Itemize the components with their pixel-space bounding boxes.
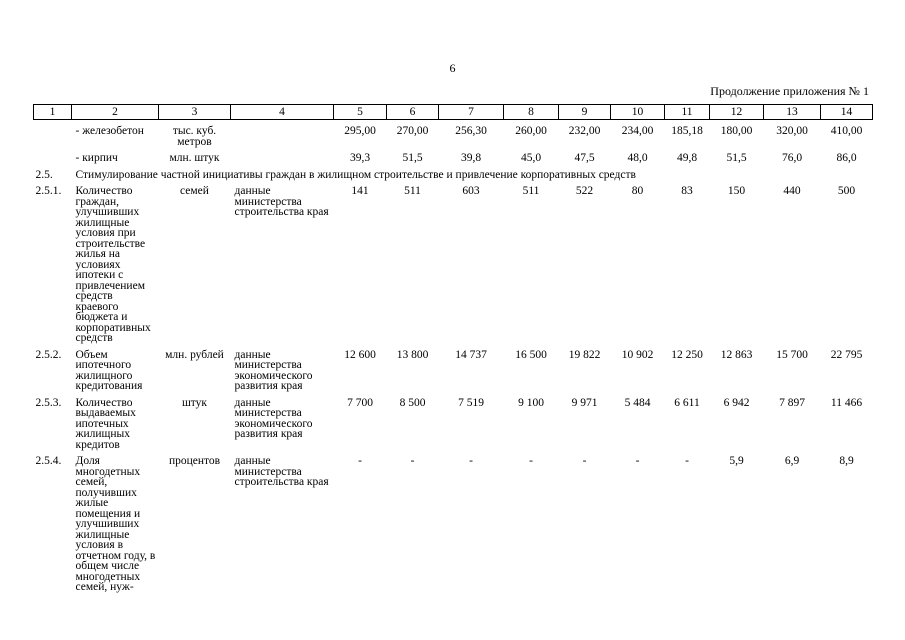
row-name: Количество выдаваемых ипотечных жилищных кредитов — [75, 396, 136, 451]
column-number-4: 4 — [231, 105, 334, 120]
row-value: 47,5 — [574, 152, 595, 164]
row-code: 2.5.2. — [35, 348, 62, 361]
section-row — [34, 170, 873, 181]
row-value: 150 — [727, 185, 746, 197]
row-value: 76,0 — [781, 152, 803, 164]
row-code — [34, 126, 72, 147]
section-code: 2.5. — [35, 168, 53, 181]
row-value: - — [358, 455, 362, 467]
column-number-9: 9 — [559, 105, 611, 120]
row-value: 83 — [681, 185, 693, 197]
row-value: 9 971 — [571, 396, 598, 409]
row-value: 8,9 — [839, 455, 854, 467]
row-value: 232,00 — [568, 125, 601, 137]
table-row — [34, 153, 873, 164]
row-value: 86,0 — [836, 152, 857, 164]
row-value: 49,8 — [676, 152, 698, 164]
row-name: Количество граждан, улучшивших жилищные условия при строительстве жилья на условиях ипотеки с привлечением средств краевого бюджета и корпоративных средств — [75, 185, 151, 344]
column-number-7: 7 — [439, 105, 504, 120]
row-value: 256,30 — [455, 125, 487, 137]
row-unit: тыс. куб. метров — [172, 125, 217, 148]
row-unit: млн. рублей — [165, 348, 224, 361]
row-value: 12 250 — [671, 348, 703, 361]
row-unit: штук — [181, 396, 208, 409]
row-value: 410,00 — [830, 125, 863, 137]
row-value: 5 484 — [624, 396, 651, 409]
row-value: - — [410, 455, 415, 467]
column-number-6: 6 — [387, 105, 439, 120]
column-number-14: 14 — [821, 105, 873, 120]
row-value: 51,5 — [726, 152, 747, 164]
row-value: 8 500 — [399, 396, 426, 409]
row-value: 234,00 — [621, 125, 654, 137]
row-value: 185,18 — [671, 125, 703, 137]
row-value: 13 800 — [396, 348, 429, 361]
page-number: 6 — [449, 61, 456, 75]
row-value: 39,3 — [349, 152, 371, 164]
column-number-5: 5 — [334, 105, 387, 120]
row-value: 10 902 — [621, 348, 654, 361]
column-number-10: 10 — [611, 105, 665, 120]
continuation-label: Продолжение приложения № 1 — [710, 84, 869, 98]
row-value: 7 519 — [458, 396, 484, 409]
row-code: 2.5.3. — [35, 396, 62, 409]
row-value: 16 500 — [515, 348, 547, 361]
row-value: 5,9 — [729, 455, 744, 467]
row-value: 6 611 — [674, 396, 700, 409]
row-value: - — [469, 455, 473, 467]
row-value: 603 — [462, 185, 480, 197]
table-row — [34, 398, 873, 451]
row-source: данные министерства строительства края — [234, 185, 329, 218]
row-code: 2.5.1. — [35, 185, 62, 197]
row-name: Доля многодетных семей, получивших жилые помещения и улучшивших жилищные условия в отчетном году, в общем числе многодетных семей, нуж- — [75, 455, 156, 593]
row-value: - — [582, 455, 587, 467]
section-title: Стимулирование частной инициативы граждан в жилищном строительстве и привлечение корпоративных средств — [75, 168, 636, 181]
row-name: - кирпич — [75, 152, 118, 164]
row-value: 500 — [837, 185, 856, 197]
row-value: 22 795 — [830, 348, 863, 361]
table-row — [34, 456, 873, 593]
column-number-3: 3 — [159, 105, 231, 120]
row-value: 12 863 — [720, 348, 753, 361]
appendix-table — [33, 104, 873, 593]
table-row — [34, 350, 873, 392]
row-value: 15 700 — [776, 348, 808, 361]
row-value: 7 700 — [347, 396, 373, 409]
row-value: 270,00 — [396, 125, 429, 137]
row-code — [34, 153, 72, 164]
row-value: - — [635, 455, 640, 467]
row-value: 180,00 — [720, 125, 753, 137]
row-unit: процентов — [168, 455, 221, 467]
row-value: 7 897 — [779, 396, 805, 409]
row-value: 320,00 — [776, 125, 808, 137]
row-value: 45,0 — [520, 152, 542, 164]
row-name: Объем ипотечного жилищного кредитования — [75, 348, 143, 392]
row-value: 6 942 — [723, 396, 750, 409]
row-value: 511 — [404, 185, 421, 197]
row-source — [231, 153, 334, 164]
row-value: 6,9 — [784, 455, 800, 467]
column-number-2: 2 — [72, 105, 159, 120]
row-value: 12 600 — [344, 348, 376, 361]
row-value: 48,0 — [627, 152, 648, 164]
table-row — [34, 186, 873, 344]
row-value: 11 466 — [830, 396, 863, 409]
column-number-12: 12 — [710, 105, 764, 120]
column-number-13: 13 — [764, 105, 821, 120]
row-value: - — [685, 455, 689, 467]
row-unit: млн. штук — [169, 152, 220, 164]
row-source: данные министерства экономического развития края — [234, 348, 313, 392]
row-unit: семей — [180, 185, 209, 197]
row-source: данные министерства экономического развития края — [234, 396, 313, 440]
row-source: данные министерства строительства края — [234, 455, 329, 488]
row-value: 295,00 — [344, 125, 376, 137]
column-number-8: 8 — [504, 105, 559, 120]
row-value: 14 737 — [455, 348, 487, 361]
row-code: 2.5.4. — [35, 455, 62, 467]
row-value: 39,8 — [460, 152, 482, 164]
row-value: 19 822 — [568, 348, 601, 361]
row-value: 9 100 — [518, 396, 544, 409]
row-value: 511 — [522, 185, 540, 197]
row-value: 51,5 — [402, 152, 423, 164]
column-number-11: 11 — [665, 105, 710, 120]
row-value: - — [529, 455, 533, 467]
row-value: 260,00 — [515, 125, 547, 137]
row-value: 522 — [575, 185, 594, 197]
row-value: 80 — [631, 185, 644, 197]
column-number-1: 1 — [34, 105, 72, 120]
row-name: - железобетон — [75, 125, 144, 137]
table-row — [34, 126, 873, 147]
table-header-row — [34, 105, 873, 120]
row-source — [231, 126, 334, 147]
row-value: 440 — [783, 185, 801, 197]
row-value: 141 — [351, 185, 369, 197]
